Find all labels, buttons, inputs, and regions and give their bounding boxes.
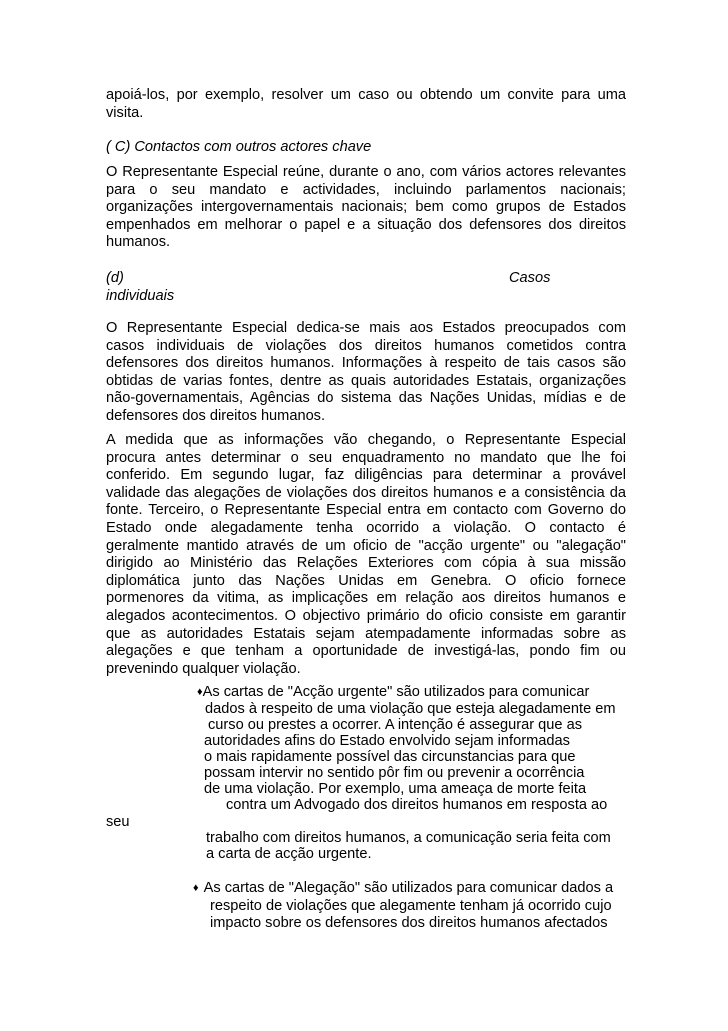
text-line: organizações intergovernamentais nacionais; bem como grupos de Estados xyxy=(106,199,626,216)
text-line: fonte. Terceiro, o Representante Especial entra em contacto com Governo do xyxy=(106,502,626,519)
diamond-bullet-icon: ♦ xyxy=(197,686,203,698)
section-c-paragraph xyxy=(106,164,626,252)
text-line: prevenindo qualquer violação. xyxy=(106,660,301,677)
bullet-line: curso ou prestes a ocorrer. A intenção é assegurar que as xyxy=(208,717,582,733)
text-line: apoiá-los, por exemplo, resolver um caso ou obtendo um convite para uma xyxy=(106,87,626,103)
diamond-bullet-icon: ♦ xyxy=(193,882,199,894)
bullet-line: dados à respeito de uma violação que esteja alegadamente em xyxy=(205,701,616,717)
text-line: dirigido ao Ministério das Relações Exteriores com cópia à sua missão xyxy=(106,555,626,572)
bullet-line: impacto sobre os defensores dos direitos humanos afectados xyxy=(210,915,608,931)
bullet-text: As cartas de "Alegação" são utilizados para comunicar dados a xyxy=(203,880,614,896)
heading-d-word: Casos xyxy=(509,270,551,286)
text-line: O Representante Especial dedica-se mais aos Estados preocupados com xyxy=(106,320,626,336)
bullet-line: possam intervir no sentido pôr fim ou prevenir a ocorrência xyxy=(204,765,585,781)
bullet-line: seu xyxy=(106,814,130,830)
heading-d-line xyxy=(106,270,626,288)
text-line: visita. xyxy=(106,104,144,121)
bullet-line: de uma violação. Por exemplo, uma ameaça de morte feita xyxy=(204,781,587,797)
text-line: alegados acontecimentos. O objectivo primário do oficio consiste em garantir xyxy=(106,607,626,624)
heading-text: ( C) Contactos com outros actores chave xyxy=(106,139,372,155)
bullet-text: As cartas de "Acção urgente" são utilizados para comunicar xyxy=(202,684,590,700)
text-line: casos individuais de violações dos direitos humanos cometidos contra xyxy=(106,337,626,354)
text-line: empenhados em melhorar o papel e a situação dos defensores dos direitos xyxy=(106,216,626,233)
text-line: para o seu mandato e actividades, incluindo parlamentos nacionais; xyxy=(106,181,626,198)
bullet-line: autoridades afins do Estado envolvido sejam informadas xyxy=(204,733,570,749)
text-line: obtidas de varias fontes, dentre as quais autoridades Estatais, organizações xyxy=(106,372,626,389)
section-heading-d xyxy=(106,270,626,305)
bullet-line: trabalho com direitos humanos, a comunicação seria feita com xyxy=(206,830,611,846)
text-line: procura antes determinar o seu enquadramento no mandato que lhe foi xyxy=(106,449,626,466)
text-line: alegações e que tenham a oportunidade de investigá-las, pondo fim ou xyxy=(106,643,626,660)
text-line: defensores dos direitos humanos. Informações à respeito de tais casos são xyxy=(106,355,626,372)
bullet-line xyxy=(197,684,589,702)
heading-d-label: (d) xyxy=(106,270,124,286)
text-line: diplomática junto das Nações Unidas em Genebra. O oficio fornece xyxy=(106,572,626,589)
heading-d-word: individuais xyxy=(106,287,175,304)
text-line: A medida que as informações vão chegando, o Representante Especial xyxy=(106,432,626,448)
text-line: defensores dos direitos humanos. xyxy=(106,407,326,424)
text-line: validade das alegações de violações dos direitos humanos e a consistência da xyxy=(106,484,626,501)
text-line: Estado onde alegadamente tenha ocorrido a violação. O contacto é xyxy=(106,519,626,536)
bullet-line: respeito de violações que alegamente tenham já ocorrido cujo xyxy=(210,898,612,914)
section-d-paragraph-2 xyxy=(106,432,626,678)
text-line: geralmente mantido através de um oficio de "acção urgente" ou "alegação" xyxy=(106,537,626,554)
text-line: conferido. Em segundo lugar, faz diligências para determinar a provável xyxy=(106,467,626,484)
bullet-line: a carta de acção urgente. xyxy=(206,846,372,862)
bullet-line: o mais rapidamente possível das circunstancias para que xyxy=(204,749,576,765)
text-line: pormenores da vitima, as implicações em relação aos direitos humanos e xyxy=(106,590,626,607)
intro-paragraph xyxy=(106,87,626,122)
text-line: que as autoridades Estatais sejam atempadamente informadas sobre as xyxy=(106,625,626,642)
text-line: O Representante Especial reúne, durante o ano, com vários actores relevantes xyxy=(106,164,626,180)
text-line: não-governamentais, Agências do sistema das Nações Unidas, mídias e de xyxy=(106,390,626,407)
section-d-paragraph-1 xyxy=(106,320,626,426)
bullet-line: contra um Advogado dos direitos humanos em resposta ao xyxy=(226,797,608,813)
section-heading-c xyxy=(106,139,626,157)
text-line: humanos. xyxy=(106,234,171,251)
bullet-line xyxy=(193,880,613,898)
